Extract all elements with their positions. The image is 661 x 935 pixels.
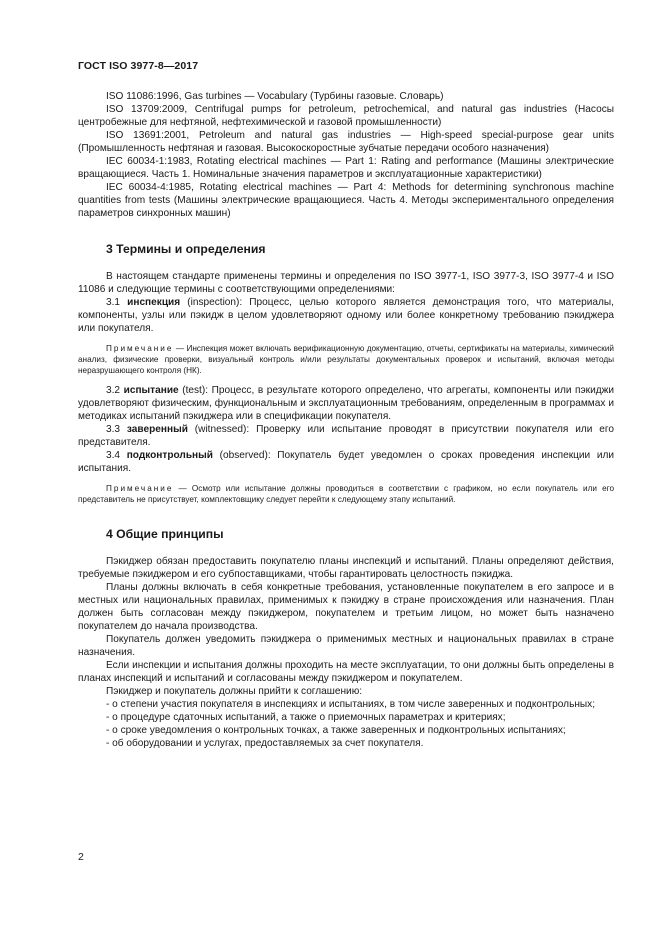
reference-item: ISO 11086:1996, Gas turbines — Vocabulary (Турбины газовые. Словарь) — [106, 91, 444, 102]
note-label: Примечание — [106, 344, 174, 353]
term-number: 3.1 — [106, 297, 128, 308]
term-3-2 — [78, 384, 614, 423]
document-code-header: ГОСТ ISO 3977-8—2017 — [78, 60, 199, 72]
reference-item: IEC 60034-4:1985, Rotating electrical machines — Part 4: Methods for determining synchronous machine quantities from tests (Машины электрические вращающиеся. Часть 4. Методы экспериментального определения параметров синхронных машин) — [78, 182, 614, 219]
term-name: испытание — [123, 385, 179, 396]
page-number: 2 — [78, 851, 84, 863]
paragraph: Планы должны включать в себя конкретные требования, установленные покупателем в его запросе и в местных или национальных правилах, применимых к пэкиджу в стране происхождения или назначения. План должен быть согласован между пэкиджером, покупателем и третьим лицом, но может быть назначено покупателем до начала производства. — [78, 582, 614, 632]
term-3-4 — [78, 449, 614, 475]
section-4-body — [78, 555, 614, 750]
list-item: - о сроке уведомления о контрольных точках, а также заверенных и подконтрольных испытаниях; — [106, 725, 566, 736]
note-3-4 — [78, 483, 614, 505]
paragraph: Пэкиджер обязан предоставить покупателю планы инспекций и испытаний. Планы определяют действия, требуемые пэкиджером и его субпоставщиками, чтобы гарантировать целостность пэкиджа. — [78, 556, 614, 580]
reference-item: IEC 60034-1:1983, Rotating electrical machines — Part 1: Rating and performance (Машины электрические вращающиеся. Часть 1. Номинальные значения параметров и эксплуатационные характеристики) — [78, 156, 614, 180]
term-definition: (test): Процесс, в результате которого определено, что агрегаты, компоненты или пэкиджи удовлетворяют физическим, функциональным и эксплуатационным требованиям, определенным в программах и методиках испытаний пэкиджера или в спецификации покупателя. — [78, 385, 614, 422]
paragraph: Пэкиджер и покупатель должны прийти к соглашению: — [106, 686, 363, 697]
paragraph: Если инспекции и испытания должны проходить на месте эксплуатации, то они должны быть определены в планах инспекций и испытаний и согласованы между пэкиджером и покупателем. — [78, 660, 614, 684]
section-3-heading: 3 Термины и определения — [106, 242, 266, 256]
term-name: заверенный — [126, 424, 188, 435]
note-text: — Осмотр или испытание должны проводиться в соответствии с графиком, но если покупатель или его представитель не присутствует, комплектовщику следует перейти к следующему этапу испытаний. — [78, 484, 614, 504]
section-3-intro: В настоящем стандарте применены термины и определения по ISO 3977-1, ISO 3977-3, ISO 3977-4 и ISO 11086 и следующие термины с соответствующими определениями: — [78, 271, 614, 295]
term-name: инспекция — [127, 297, 181, 308]
term-definition: (observed): Покупатель будет уведомлен о сроках проведения инспекции или испытания. — [78, 450, 614, 474]
note-label: Примечание — [106, 484, 174, 493]
list-item: - о процедуре сдаточных испытаний, а также о приемочных параметрах и критериях; — [106, 712, 506, 723]
term-name: подконтрольный — [126, 450, 213, 461]
term-definition: (inspection): Процесс, целью которого является демонстрация того, что материалы, компоненты, узлы или пэкидж в целом удовлетворяют одному или более конкретному требованию пэкиджера или покупателя. — [78, 297, 614, 334]
reference-item: ISO 13691:2001, Petroleum and natural gas industries — High-speed special-purpose gear units (Промышленность нефтяная и газовая. Высокоскоростные зубчатые передачи особого назначения) — [78, 130, 614, 154]
term-number: 3.3 — [106, 424, 127, 435]
reference-item: ISO 13709:2009, Centrifugal pumps for petroleum, petrochemical, and natural gas industries (Насосы центробежные для нефтяной, нефтехимической и газовой промышленности) — [78, 104, 614, 128]
term-3-1 — [78, 296, 614, 335]
term-number: 3.4 — [106, 450, 127, 461]
term-3-3 — [78, 423, 614, 449]
note-text: — Инспекция может включать верификационную документацию, отчеты, сертификаты на материалы, химический анализ, физические проверки, визуальный контроль и/или результаты документальных проверок и испытаний, включая методы неразрушающего контроля (НК). — [78, 344, 614, 375]
list-item: - об оборудовании и услугах, предоставляемых за счет покупателя. — [106, 738, 424, 749]
page-content — [78, 90, 614, 750]
note-3-1 — [78, 343, 614, 376]
term-number: 3.2 — [106, 385, 124, 396]
normative-references-list — [78, 90, 614, 220]
list-item: - о степени участия покупателя в инспекциях и испытаниях, в том числе заверенных и подконтрольных; — [106, 699, 596, 710]
paragraph: Покупатель должен уведомить пэкиджера о применимых местных и национальных правилах в стране назначения. — [78, 634, 614, 658]
term-definition: (witnessed): Проверку или испытание проводят в присутствии покупателя или его представителя. — [78, 424, 614, 448]
section-4-heading: 4 Общие принципы — [106, 527, 224, 541]
